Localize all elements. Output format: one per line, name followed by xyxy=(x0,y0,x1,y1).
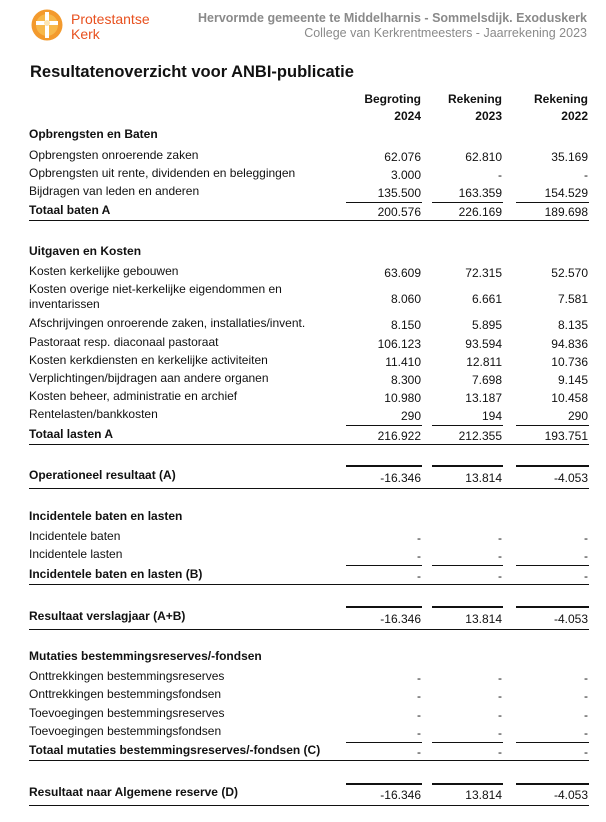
value-rekening-2023: 226.169 xyxy=(458,205,502,219)
total-underline xyxy=(29,760,589,761)
value-rekening-2022: 10.458 xyxy=(551,391,588,405)
value-begroting-2024: - xyxy=(417,531,421,545)
value-begroting-2024: 216.922 xyxy=(377,429,421,443)
section-label: Uitgaven en Kosten xyxy=(29,244,142,258)
row-label: Resultaat verslagjaar (A+B) xyxy=(29,609,186,623)
value-rekening-2022: - xyxy=(584,549,588,563)
column-header-year: 2023 xyxy=(475,109,502,123)
row-label: Kosten kerkdiensten en kerkelijke activiteiten xyxy=(29,353,268,367)
row-label: Bijdragen van leden en anderen xyxy=(29,184,200,198)
value-begroting-2024: -16.346 xyxy=(380,788,421,802)
row-label: Verplichtingen/bijdragen aan andere organen xyxy=(29,371,269,385)
result-rule xyxy=(516,465,589,467)
subtotal-rule xyxy=(346,425,422,426)
subtotal-rule xyxy=(516,202,589,203)
page-title: Resultatenoverzicht voor ANBI-publicatie xyxy=(30,63,354,81)
value-begroting-2024: - xyxy=(417,671,421,685)
row-label: Opbrengsten uit rente, dividenden en beleggingen xyxy=(29,166,296,180)
result-rule xyxy=(432,465,503,467)
value-rekening-2023: 5.895 xyxy=(471,318,502,332)
column-header-year: 2024 xyxy=(394,109,421,123)
value-rekening-2022: - xyxy=(584,708,588,722)
result-rule xyxy=(516,606,589,608)
subtotal-rule xyxy=(346,565,422,566)
value-rekening-2022: - xyxy=(584,689,588,703)
row-label: Operationeel resultaat (A) xyxy=(29,468,176,482)
subtotal-rule xyxy=(346,202,422,203)
value-rekening-2023: 13.814 xyxy=(465,471,502,485)
value-rekening-2022: - xyxy=(584,168,588,182)
value-rekening-2023: 13.814 xyxy=(465,612,502,626)
document-header-organisation: Hervormde gemeente te Middelharnis - Sommelsdijk. Exoduskerk xyxy=(197,11,587,25)
value-rekening-2023: - xyxy=(498,531,502,545)
row-label: Totaal baten A xyxy=(29,203,111,217)
subtotal-rule xyxy=(432,565,503,566)
value-begroting-2024: 8.150 xyxy=(390,318,421,332)
row-label: Afschrijvingen onroerende zaken, installaties/invent. xyxy=(29,316,306,330)
value-rekening-2023: 194 xyxy=(481,409,502,423)
row-label: Rentelasten/bankkosten xyxy=(29,407,158,421)
value-begroting-2024: 62.076 xyxy=(384,150,421,164)
result-rule xyxy=(346,606,422,608)
value-rekening-2022: 35.169 xyxy=(551,150,588,164)
column-header-begroting-2024 xyxy=(364,92,421,123)
total-underline xyxy=(29,629,589,630)
value-rekening-2023: - xyxy=(498,671,502,685)
value-begroting-2024: -16.346 xyxy=(380,471,421,485)
value-rekening-2023: 62.810 xyxy=(465,150,502,164)
row-label: Incidentele baten en lasten (B) xyxy=(29,567,203,581)
brand-name-line1: Protestantse xyxy=(71,11,150,27)
column-header-label: Begroting xyxy=(364,92,421,106)
value-rekening-2022: - xyxy=(584,569,588,583)
value-rekening-2023: 72.315 xyxy=(465,266,502,280)
value-begroting-2024: 135.500 xyxy=(377,186,421,200)
column-header-label: Rekening xyxy=(533,92,588,106)
value-rekening-2023: 212.355 xyxy=(458,429,502,443)
result-rule xyxy=(346,783,422,785)
subtotal-rule xyxy=(432,425,503,426)
value-begroting-2024: - xyxy=(417,708,421,722)
value-rekening-2022: 8.135 xyxy=(557,318,588,332)
total-underline xyxy=(29,488,589,489)
row-label: Incidentele lasten xyxy=(29,547,123,561)
subtotal-rule xyxy=(516,425,589,426)
value-begroting-2024: 10.980 xyxy=(384,391,421,405)
row-label: Totaal mutaties bestemmingsreserves/-fondsen (C) xyxy=(29,743,321,757)
value-begroting-2024: - xyxy=(417,549,421,563)
value-rekening-2022: - xyxy=(584,531,588,545)
total-underline xyxy=(29,584,589,585)
value-rekening-2023: 93.594 xyxy=(465,337,502,351)
value-begroting-2024: 200.576 xyxy=(377,205,421,219)
row-label: Toevoegingen bestemmingsreserves xyxy=(29,706,225,720)
value-rekening-2022: 154.529 xyxy=(544,186,588,200)
column-header-rekening-2022 xyxy=(534,92,588,123)
value-begroting-2024: 3.000 xyxy=(390,168,421,182)
value-rekening-2022: 94.836 xyxy=(551,337,588,351)
value-rekening-2023: - xyxy=(498,549,502,563)
value-rekening-2023: - xyxy=(498,569,502,583)
section-label: Mutaties bestemmingsreserves/-fondsen xyxy=(29,649,262,663)
value-rekening-2022: -4.053 xyxy=(553,612,588,626)
result-rule xyxy=(432,783,503,785)
value-rekening-2023: - xyxy=(498,745,502,759)
value-rekening-2023: 13.187 xyxy=(465,391,502,405)
section-label: Incidentele baten en lasten xyxy=(29,509,183,523)
subtotal-rule xyxy=(516,742,589,743)
value-rekening-2022: 290 xyxy=(567,409,588,423)
value-begroting-2024: - xyxy=(417,569,421,583)
value-begroting-2024: 290 xyxy=(400,409,421,423)
value-rekening-2022: 7.581 xyxy=(557,292,588,306)
value-begroting-2024: - xyxy=(417,726,421,740)
value-rekening-2022: -4.053 xyxy=(553,471,588,485)
result-rule xyxy=(516,783,589,785)
value-begroting-2024: 106.123 xyxy=(377,337,421,351)
value-rekening-2022: 9.145 xyxy=(557,373,588,387)
total-underline xyxy=(29,444,589,445)
value-rekening-2022: 193.751 xyxy=(544,429,588,443)
value-begroting-2024: - xyxy=(417,745,421,759)
column-header-year: 2022 xyxy=(561,109,588,123)
value-rekening-2023: - xyxy=(498,708,502,722)
value-rekening-2022: - xyxy=(584,726,588,740)
result-rule xyxy=(346,465,422,467)
row-label: Onttrekkingen bestemmingsreserves xyxy=(29,669,225,683)
value-rekening-2023: 163.359 xyxy=(458,186,502,200)
brand-name-line2: Kerk xyxy=(71,26,100,42)
row-label: Opbrengsten onroerende zaken xyxy=(29,148,199,162)
value-rekening-2022: - xyxy=(584,745,588,759)
value-rekening-2023: - xyxy=(498,726,502,740)
value-rekening-2022: 52.570 xyxy=(551,266,588,280)
value-rekening-2022: -4.053 xyxy=(553,788,588,802)
protestantse-kerk-logo xyxy=(31,9,63,41)
value-begroting-2024: 63.609 xyxy=(384,266,421,280)
value-rekening-2022: - xyxy=(584,671,588,685)
value-rekening-2023: - xyxy=(498,689,502,703)
value-rekening-2023: 6.661 xyxy=(471,292,502,306)
row-label: Onttrekkingen bestemmingsfondsen xyxy=(29,687,222,701)
value-rekening-2023: - xyxy=(498,168,502,182)
subtotal-rule xyxy=(516,565,589,566)
row-label: Resultaat naar Algemene reserve (D) xyxy=(29,785,238,799)
value-begroting-2024: - xyxy=(417,689,421,703)
row-label: Totaal lasten A xyxy=(29,427,114,441)
value-begroting-2024: 11.410 xyxy=(385,355,421,369)
document-header-subtitle: College van Kerkrentmeesters - Jaarrekening 2023 xyxy=(304,26,587,40)
value-begroting-2024: 8.060 xyxy=(390,292,421,306)
value-begroting-2024: 8.300 xyxy=(390,373,421,387)
subtotal-rule xyxy=(432,742,503,743)
row-label: Kosten kerkelijke gebouwen xyxy=(29,264,179,278)
row-label: Kosten beheer, administratie en archief xyxy=(29,389,238,403)
column-header-label: Rekening xyxy=(447,92,502,106)
subtotal-rule xyxy=(432,202,503,203)
row-label: Pastoraat resp. diaconaal pastoraat xyxy=(29,335,219,349)
result-rule xyxy=(432,606,503,608)
value-rekening-2023: 7.698 xyxy=(471,373,502,387)
row-label: Kosten overige niet-kerkelijke eigendommen en inventarissen xyxy=(29,282,282,311)
total-underline xyxy=(29,220,589,221)
row-label: Toevoegingen bestemmingsfondsen xyxy=(29,724,222,738)
value-begroting-2024: -16.346 xyxy=(380,612,421,626)
section-label: Opbrengsten en Baten xyxy=(29,127,158,141)
column-header-rekening-2023 xyxy=(448,92,502,123)
row-label: Incidentele baten xyxy=(29,529,121,543)
total-underline xyxy=(29,805,589,806)
value-rekening-2023: 12.811 xyxy=(466,355,502,369)
value-rekening-2022: 10.736 xyxy=(551,355,588,369)
value-rekening-2023: 13.814 xyxy=(465,788,502,802)
value-rekening-2022: 189.698 xyxy=(544,205,588,219)
